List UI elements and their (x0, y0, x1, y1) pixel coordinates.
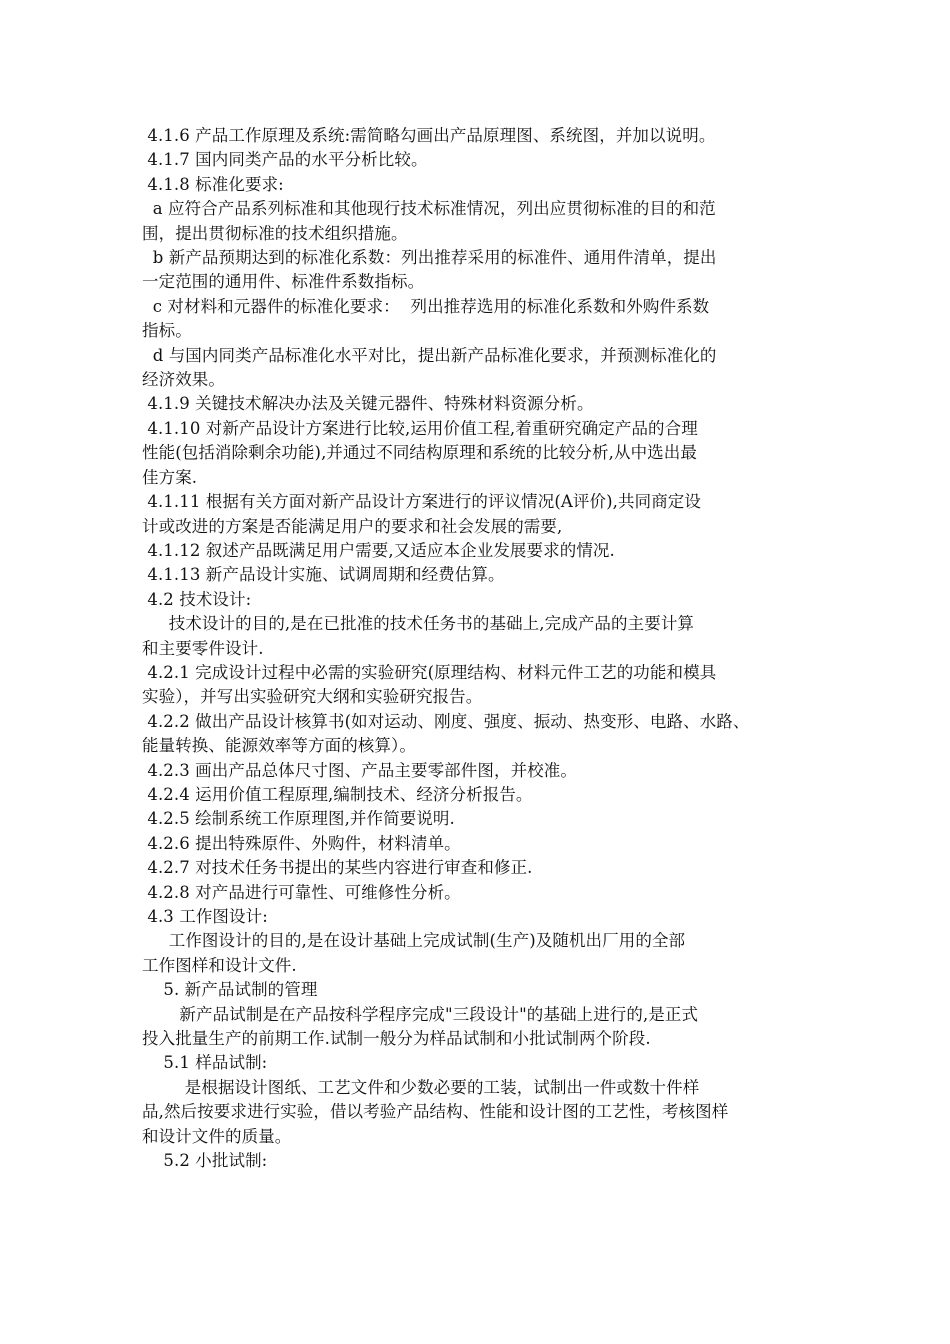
text-line: 4.2.3 画出产品总体尺寸图、产品主要零部件图，并校准。 (142, 760, 577, 780)
text-line: 4.2.4 运用价值工程原理,编制技术、经济分析报告。 (142, 784, 533, 804)
text-line: 4.1.7 国内同类产品的水平分析比较。 (142, 150, 428, 170)
text-line: 是根据设计图纸、工艺文件和少数必要的工装，试制出一件或数十件样 (142, 1077, 700, 1097)
text-line: a 应符合产品系列标准和其他现行技术标准情况，列出应贯彻标准的目的和范 (142, 199, 716, 219)
text-line: 新产品试制是在产品按科学程序完成"三段设计"的基础上进行的,是正式 (142, 1004, 699, 1024)
text-line: 4.1.11 根据有关方面对新产品设计方案进行的评议情况(A评价),共同商定设 (142, 492, 702, 512)
text-line: 指标。 (142, 321, 192, 341)
text-line: 4.2.7 对技术任务书提出的某些内容进行审查和修正. (142, 858, 533, 878)
text-line: 一定范围的通用件、标准件系数指标。 (142, 272, 425, 292)
text-line: 和主要零件设计. (142, 638, 264, 658)
text-line: 5.1 样品试制: (142, 1053, 268, 1073)
text-line: b 新产品预期达到的标准化系数：列出推荐采用的标准件、通用件清单，提出 (142, 248, 717, 268)
text-line: 投入批量生产的前期工作.试制一般分为样品试制和小批试制两个阶段. (142, 1029, 651, 1049)
text-line: 4.3 工作图设计: (142, 907, 268, 926)
text-line: 品,然后按要求进行实验，借以考验产品结构、性能和设计图的工艺性，考核图样 (142, 1102, 729, 1122)
text-line: 工作图样和设计文件. (142, 955, 297, 975)
text-line: 4.2 技术设计: (142, 589, 252, 609)
text-line: 经济效果。 (142, 370, 225, 390)
text-line: 计或改进的方案是否能满足用户的要求和社会发展的需要, (142, 516, 563, 536)
text-line: 4.1.10 对新产品设计方案进行比较,运用价值工程,着重研究确定产品的合理 (142, 418, 698, 438)
text-line: 4.1.8 标准化要求: (142, 174, 284, 194)
text-line: 佳方案. (142, 467, 198, 487)
text-line: 5.2 小批试制: (142, 1151, 268, 1171)
text-line: 4.1.12 叙述产品既满足用户需要,又适应本企业发展要求的情况. (142, 540, 615, 560)
text-line: 围，提出贯彻标准的技术组织措施。 (142, 223, 408, 243)
text-line: 4.2.2 做出产品设计核算书(如对运动、刚度、强度、振动、热变形、电路、水路、 (142, 711, 750, 731)
text-line: 工作图设计的目的,是在设计基础上完成试制(生产)及随机出厂用的全部 (142, 931, 686, 951)
text-line: 4.1.6 产品工作原理及系统:需简略勾画出产品原理图、系统图，并加以说明。 (142, 126, 716, 145)
text-line: 4.2.8 对产品进行可靠性、可维修性分析。 (142, 882, 461, 902)
text-line: 4.1.9 关键技术解决办法及关键元器件、特殊材料资源分析。 (142, 394, 594, 414)
text-line: 能量转换、能源效率等方面的核算）。 (142, 736, 416, 756)
text-line: 实验），并写出实验研究大纲和实验研究报告。 (142, 687, 483, 707)
text-line: 5. 新产品试制的管理 (142, 980, 318, 1000)
text-line: 4.2.5 绘制系统工作原理图,并作简要说明. (142, 809, 455, 829)
text-line: 4.1.13 新产品设计实施、试调周期和经费估算。 (142, 565, 505, 585)
document-page (142, 124, 814, 1173)
text-line: c 对材料和元器件的标准化要求： 列出推荐选用的标准化系数和外购件系数 (142, 296, 710, 316)
text-line: 技术设计的目的,是在已批准的技术任务书的基础上,完成产品的主要计算 (142, 614, 695, 634)
text-line: 4.2.6 提出特殊原件、外购件，材料清单。 (142, 833, 461, 853)
text-line: d 与国内同类产品标准化水平对比，提出新产品标准化要求，并预测标准化的 (142, 345, 717, 365)
text-line: 和设计文件的质量。 (142, 1126, 292, 1146)
text-line: 性能(包括消除剩余功能),并通过不同结构原理和系统的比较分析,从中选出最 (142, 443, 697, 463)
text-line: 4.2.1 完成设计过程中必需的实验研究(原理结构、材料元件工艺的功能和模具 (142, 662, 717, 682)
